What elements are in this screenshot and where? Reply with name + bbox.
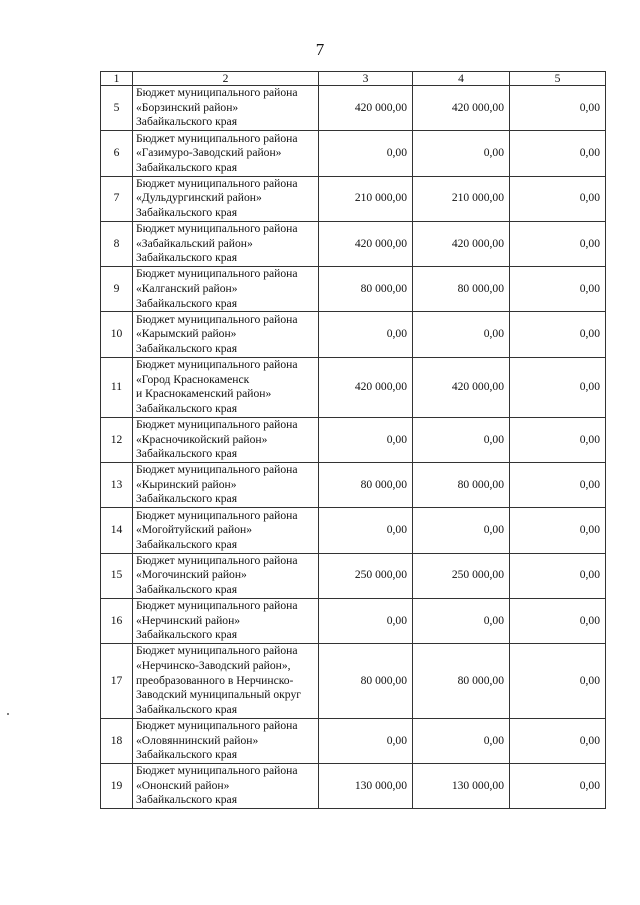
amount-col-4: 80 000,00 [413, 267, 510, 312]
budget-name-line: Забайкальского края [136, 206, 238, 220]
row-number: 9 [101, 267, 133, 312]
row-number: 7 [101, 176, 133, 221]
amount-col-3: 0,00 [319, 598, 413, 643]
amount-col-5: 0,00 [510, 312, 606, 357]
budget-name-line: «Борзинский район» [136, 100, 239, 114]
budget-name-line: Бюджет муниципального района [136, 312, 298, 326]
budget-name-line: Забайкальского края [136, 115, 238, 129]
amount-col-4: 420 000,00 [413, 357, 510, 417]
budget-name-line: «Нерчинский район» [136, 613, 241, 627]
table-row [101, 644, 606, 719]
amount-col-4: 130 000,00 [413, 763, 510, 808]
amount-col-4: 0,00 [413, 508, 510, 553]
amount-col-3: 0,00 [319, 718, 413, 763]
row-number: 15 [101, 553, 133, 598]
amount-col-4: 0,00 [413, 312, 510, 357]
row-number: 19 [101, 763, 133, 808]
table-row [101, 598, 606, 643]
row-number: 5 [101, 86, 133, 131]
amount-col-5: 0,00 [510, 763, 606, 808]
budget-name-line: Бюджет муниципального района [136, 86, 298, 100]
row-number: 6 [101, 131, 133, 176]
row-number: 14 [101, 508, 133, 553]
budget-name-line: Забайкальского края [136, 793, 238, 807]
budget-name-line: «Кыринский район» [136, 477, 237, 491]
budget-name [133, 644, 319, 719]
row-number: 16 [101, 598, 133, 643]
budget-name [133, 176, 319, 221]
budget-name [133, 267, 319, 312]
budget-name-line: «Газимуро-Заводский район» [136, 146, 282, 160]
budget-name-line: Бюджет муниципального района [136, 131, 298, 145]
amount-col-5: 0,00 [510, 86, 606, 131]
budget-name [133, 86, 319, 131]
budget-name-line: Бюджет муниципального района [136, 718, 298, 732]
amount-col-5: 0,00 [510, 644, 606, 719]
budget-name-line: Забайкальского края [136, 401, 238, 415]
budget-name-line: Забайкальского края [136, 537, 238, 551]
budget-name [133, 462, 319, 507]
budget-name-line: «Ононский район» [136, 778, 230, 792]
amount-col-5: 0,00 [510, 221, 606, 266]
budget-name-line: Забайкальского края [136, 341, 238, 355]
amount-col-5: 0,00 [510, 598, 606, 643]
budget-name [133, 718, 319, 763]
budget-name-line: Бюджет муниципального района [136, 417, 298, 431]
amount-col-3: 210 000,00 [319, 176, 413, 221]
amount-col-5: 0,00 [510, 553, 606, 598]
table-row [101, 763, 606, 808]
budget-name-line: Заводский муниципальный округ [136, 688, 301, 702]
table-row [101, 718, 606, 763]
budget-name [133, 508, 319, 553]
table-row [101, 176, 606, 221]
column-header-2: 2 [133, 72, 319, 86]
budget-name [133, 131, 319, 176]
amount-col-3: 0,00 [319, 508, 413, 553]
budget-name-line: Бюджет муниципального района [136, 358, 298, 372]
budget-name-line: Бюджет муниципального района [136, 599, 298, 613]
table-row [101, 462, 606, 507]
budget-name [133, 553, 319, 598]
budget-name-line: «Могочинский район» [136, 568, 247, 582]
row-number: 17 [101, 644, 133, 719]
table-row [101, 267, 606, 312]
budget-name-line: Бюджет муниципального района [136, 553, 298, 567]
budget-name-line: «Калганский район» [136, 282, 238, 296]
amount-col-3: 80 000,00 [319, 462, 413, 507]
amount-col-5: 0,00 [510, 131, 606, 176]
row-number: 11 [101, 357, 133, 417]
amount-col-4: 250 000,00 [413, 553, 510, 598]
row-number: 8 [101, 221, 133, 266]
budget-name-line: «Карымский район» [136, 327, 237, 341]
amount-col-3: 250 000,00 [319, 553, 413, 598]
budget-name-line: «Город Краснокаменск [136, 372, 250, 386]
budget-name-line: и Краснокаменский район» [136, 387, 272, 401]
table-row [101, 417, 606, 462]
column-header-3: 3 [319, 72, 413, 86]
amount-col-3: 80 000,00 [319, 644, 413, 719]
amount-col-5: 0,00 [510, 176, 606, 221]
amount-col-4: 420 000,00 [413, 221, 510, 266]
budget-name [133, 221, 319, 266]
budget-table [100, 71, 606, 809]
budget-name [133, 357, 319, 417]
amount-col-5: 0,00 [510, 718, 606, 763]
table-body [101, 72, 606, 809]
budget-name [133, 598, 319, 643]
table-row [101, 508, 606, 553]
row-number: 10 [101, 312, 133, 357]
budget-name-line: преобразованного в Нерчинско- [136, 673, 294, 687]
budget-name-line: «Дульдургинский район» [136, 191, 262, 205]
budget-name-line: «Красночикойский район» [136, 432, 268, 446]
budget-name [133, 417, 319, 462]
amount-col-4: 80 000,00 [413, 462, 510, 507]
table-row [101, 553, 606, 598]
row-number: 18 [101, 718, 133, 763]
budget-name [133, 763, 319, 808]
amount-col-5: 0,00 [510, 462, 606, 507]
budget-name-line: «Оловяннинский район» [136, 733, 259, 747]
amount-col-5: 0,00 [510, 267, 606, 312]
amount-col-3: 130 000,00 [319, 763, 413, 808]
budget-name-line: «Нерчинско-Заводский район», [136, 659, 291, 673]
margin-mark [7, 713, 9, 715]
column-header-5: 5 [510, 72, 606, 86]
budget-name-line: Бюджет муниципального района [136, 176, 298, 190]
table-row [101, 221, 606, 266]
budget-name-line: Забайкальского края [136, 251, 238, 265]
row-number: 12 [101, 417, 133, 462]
amount-col-4: 0,00 [413, 131, 510, 176]
amount-col-4: 210 000,00 [413, 176, 510, 221]
budget-name-line: «Могойтуйский район» [136, 523, 253, 537]
amount-col-5: 0,00 [510, 508, 606, 553]
amount-col-3: 0,00 [319, 131, 413, 176]
table-row [101, 131, 606, 176]
amount-col-4: 0,00 [413, 598, 510, 643]
amount-col-3: 0,00 [319, 417, 413, 462]
amount-col-3: 80 000,00 [319, 267, 413, 312]
budget-name-line: Бюджет муниципального района [136, 267, 298, 281]
table-header-row [101, 72, 606, 86]
budget-name-line: Бюджет муниципального района [136, 222, 298, 236]
budget-name-line: Забайкальского края [136, 583, 238, 596]
budget-name [133, 312, 319, 357]
amount-col-4: 0,00 [413, 718, 510, 763]
amount-col-3: 420 000,00 [319, 221, 413, 266]
budget-name-line: Забайкальского края [136, 296, 238, 310]
table-row [101, 357, 606, 417]
amount-col-3: 0,00 [319, 312, 413, 357]
budget-name-line: «Забайкальский район» [136, 236, 253, 250]
budget-name-line: Бюджет муниципального района [136, 764, 298, 778]
table-row [101, 86, 606, 131]
amount-col-3: 420 000,00 [319, 86, 413, 131]
amount-col-3: 420 000,00 [319, 357, 413, 417]
budget-name-line: Забайкальского края [136, 160, 238, 174]
row-number: 13 [101, 462, 133, 507]
budget-name-line: Бюджет муниципального района [136, 644, 298, 658]
budget-name-line: Забайкальского края [136, 748, 238, 762]
budget-name-line: Забайкальского края [136, 492, 238, 506]
amount-col-4: 80 000,00 [413, 644, 510, 719]
table-row [101, 312, 606, 357]
budget-name-line: Забайкальского края [136, 447, 238, 461]
amount-col-4: 420 000,00 [413, 86, 510, 131]
column-header-1: 1 [101, 72, 133, 86]
column-header-4: 4 [413, 72, 510, 86]
budget-name-line: Бюджет муниципального района [136, 508, 298, 522]
page-number: 7 [315, 40, 325, 59]
budget-name-line: Забайкальского края [136, 702, 238, 716]
amount-col-5: 0,00 [510, 357, 606, 417]
amount-col-5: 0,00 [510, 417, 606, 462]
budget-name-line: Бюджет муниципального района [136, 463, 298, 477]
budget-name-line: Забайкальского края [136, 628, 238, 642]
amount-col-4: 0,00 [413, 417, 510, 462]
